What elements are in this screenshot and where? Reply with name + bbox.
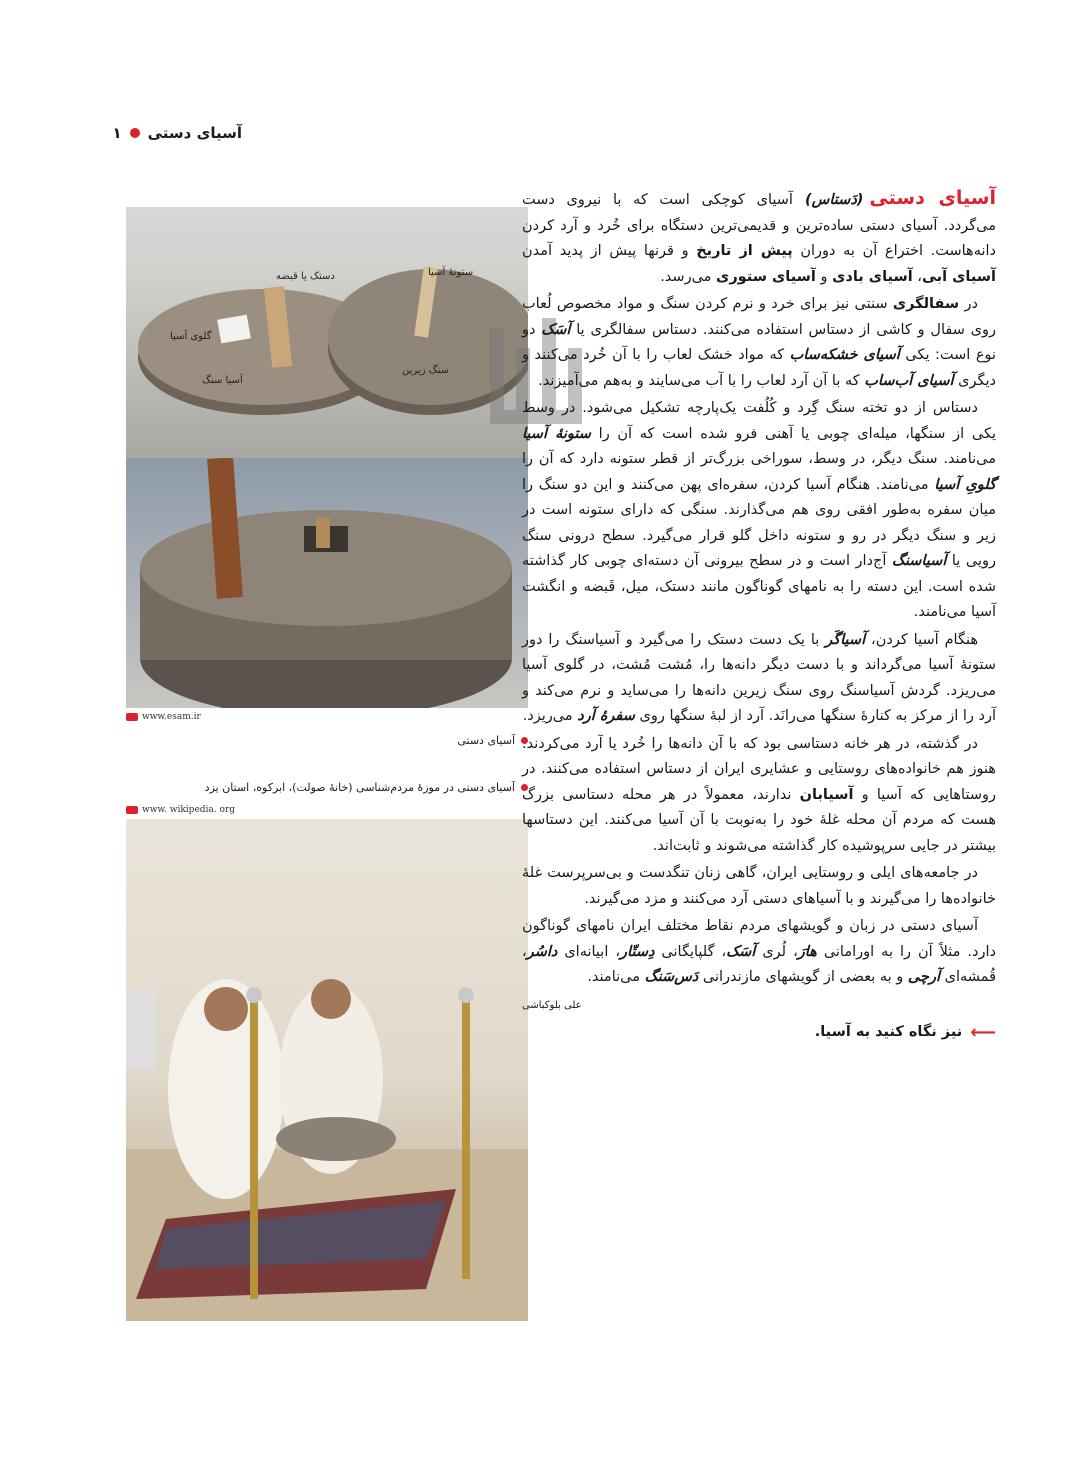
label-column: ستونهٔ آسیا <box>428 267 474 278</box>
text-run: در جامعه‌های ایلی و روستایی ایران، گاهی زنان تنگدست و بی‌سرپرست غلهٔ خانواده‌ها را می‌گیرند و با آسیاهای دستی آرد می‌کنند و مزد می‌گیرند. <box>522 865 996 907</box>
text-run: می‌نامند. <box>587 969 645 985</box>
text-run: با یک دست دستک را می‌گیرد و آسیاسنگ را دور ستونهٔ آسیا می‌گرداند و با دست دیگر دانه‌ها را، مُشت مُشت، در گلوی آسیا می‌ریزد. گردش آسیاسنگ روی سنگ زیرین دانه‌ها را می‌ساید و نرم می‌کند و آرد را از مرکز به کنارهٔ سنگها می‌رانَد. آرد از لبهٔ سنگها روی <box>522 631 996 724</box>
text-run: می‌ریزد. <box>522 708 578 724</box>
text-run: آرچی <box>907 969 940 985</box>
text-run: ، <box>912 268 922 285</box>
page-header <box>112 124 242 142</box>
paragraph-dialects <box>522 914 996 991</box>
text-run: آسَک <box>726 943 756 960</box>
text-run: آسیای دستی در زبان و گویشهای مردم نقاط مختلف ایران نامهای گوناگون دارد. مثلاً آن را به اورامانی <box>522 918 996 960</box>
credit-text: www. wikipedia. org <box>142 805 235 815</box>
text-run: در <box>959 296 978 312</box>
text-run: آسیای کوچکی است که با نیروی دست می‌گردد. آسیای دستی ساده‌ترین و قدیمی‌ترین دستگاه برای خُرد و آرد کردن دانه‌هاست. اختراع آن به دوران <box>522 192 996 259</box>
paragraph-definition <box>522 186 996 290</box>
text-run: آسیای آب‌ساب <box>864 372 954 389</box>
text-run: سنتی نیز برای خرد و نرم کردن سنگ و مواد مخصوص لُعاب روی سفال و کاشی از دستاس استفاده می‌کنند. دستاس سفالگری یا <box>522 296 996 338</box>
caption-1 <box>457 734 528 747</box>
text-run: می‌رسد. <box>660 268 717 285</box>
label-throat: گلوی آسیا <box>170 331 212 342</box>
credit-text: www.esam.ir <box>142 712 201 722</box>
paragraph-operation <box>522 628 996 730</box>
text-run: آسیابان <box>799 786 854 803</box>
label-handle: دستک یا قبضه <box>276 271 335 282</box>
see-also <box>522 1020 996 1046</box>
text-run: آج‌دار است و در سطح بیرونی آن دسته‌ای چوبی کار گذاشته شده است. این دسته را به نامهای گوناگون مانند دستک، میل، قَبضه و انگشت آسیا می‌نامند. <box>522 553 996 620</box>
label-lower-stone: سنگ زیرین <box>402 365 450 376</box>
arrow-left-icon: ⟵ <box>970 1022 996 1043</box>
photo-museum-hand-mill <box>126 819 528 1321</box>
millstone-stack-illustration <box>126 458 528 708</box>
text-run: آسیای بادی <box>832 268 913 285</box>
text-run: آسیای آبی <box>921 268 996 285</box>
text-run: آسَک <box>541 321 571 338</box>
article-body <box>522 186 996 1048</box>
credit-esam <box>126 712 201 722</box>
text-run: آسیای ستوری <box>716 268 816 285</box>
author-line <box>522 993 996 1019</box>
text-run: که با آن آرد لعاب را با آب می‌سایند و به‌هم می‌آمیزند. <box>538 372 865 389</box>
page-number: ۱ <box>112 124 122 142</box>
text-run: دِستّار <box>620 943 655 960</box>
see-also-prefix: نیز نگاه کنید به <box>850 1024 963 1040</box>
text-run: می‌نامند. هنگام آسیا کردن، سفره‌ای پهن می‌کنند و این دو سنگ را میان سفره به‌طور افقی روی هم می‌گذارند. سنگی که دارای ستونه است در زیر و سنگ دیگر در رو و ستونه داخل گلو قرار می‌گیرد. سطح درونی سنگ رویی یا <box>522 476 996 569</box>
header-dot-icon <box>130 128 140 138</box>
paragraph-pottery <box>522 292 996 394</box>
label-upper-stone: آسیا سنگ <box>202 375 243 386</box>
text-run: (دَستاس) <box>792 192 864 208</box>
paragraph-structure <box>522 396 996 626</box>
credit-wikipedia <box>126 805 235 815</box>
text-run: گلویِ آسیا <box>934 476 996 493</box>
caption-2 <box>205 781 528 794</box>
text-run: پیش از تاریخ <box>696 243 793 259</box>
text-run: هنگام آسیا کردن، <box>865 631 979 648</box>
text-run: می‌نامند. سنگ دیگر، در وسط، سوراخی بزرگ‌تر از قطر ستونه دارد که آن را <box>522 451 996 467</box>
text-run: هارَ <box>797 943 817 960</box>
source-logo-icon <box>126 806 138 814</box>
text-run: و قرنها پیش از پدید آمدن <box>522 243 697 259</box>
text-run: ستونهٔ آسیا <box>522 425 591 442</box>
text-run: سفالگری <box>892 296 960 312</box>
text-run: و به بعضی از گویشهای مازندرانی <box>698 969 908 985</box>
text-run: سفرهٔ آرد <box>577 708 635 724</box>
page-title: آسیای دستی <box>147 124 242 142</box>
text-run: ، گلپایگانی <box>654 943 727 960</box>
source-logo-icon <box>126 713 138 721</box>
caption-text: آسیای دستی <box>457 734 515 747</box>
text-run: آسیای خشکه‌ساب <box>789 347 900 363</box>
text-run: دَس‌سَنگ <box>644 969 699 985</box>
photo-millstones-labeled <box>126 207 528 458</box>
text-run: ندارند، معمولاً در هر محله دستاسی بزرگ هست که مردم آن محله غلهٔ خود را به‌نوبت با آن آسیا می‌کنند. این دستاسها بیشتر در جایی سرپوشیده کار گذاشته می‌شوند و ثابت‌اند. <box>522 786 996 854</box>
text-run: دو نوع است: یکی <box>522 321 997 363</box>
text-run: دستاس از دو تخته سنگ گِرد و کُلُفت یک‌پارچه تشکیل می‌شود. در وسط یکی از سنگها، میله‌ای چوبی یا آهنی فرو شده است که آن را <box>522 400 996 442</box>
text-run: داسُر <box>526 943 558 960</box>
author-name: علی بلوکباشی <box>522 999 582 1011</box>
see-also-link[interactable]: آسیا. <box>814 1024 851 1040</box>
text-run: آسیاسنگ <box>891 553 947 569</box>
photo-millstone-stack <box>126 458 528 708</box>
museum-scene-illustration <box>126 819 528 1321</box>
text-run: ، ابیانه‌ای <box>557 943 621 960</box>
text-run: که مواد خشک لعاب را با آن خُرد می‌کنند و دیگری <box>522 347 996 389</box>
text-run: در گذشته، در هر خانه دستاسی بود که با آن دانه‌ها را خُرد یا آرد می‌کردند. هنوز هم خانواده‌های روستایی و عشایری ایران از دستاس استفاده می‌کنند. در روستاهایی که آسیا و <box>522 735 996 803</box>
paragraph-society <box>522 861 996 912</box>
text-run: ، لُری <box>755 943 798 960</box>
paragraph-history <box>522 732 996 860</box>
text-run: و <box>815 268 833 285</box>
text-run: آسیاگَر <box>825 631 866 648</box>
text-run: ، قُمشه‌ای <box>522 943 996 985</box>
lead-term: آسیای دستی <box>869 187 996 209</box>
caption-text: آسیای دستی در موزهٔ مردم‌شناسی (خانهٔ صولت)، ابرکوه، استان یزد <box>204 781 515 794</box>
